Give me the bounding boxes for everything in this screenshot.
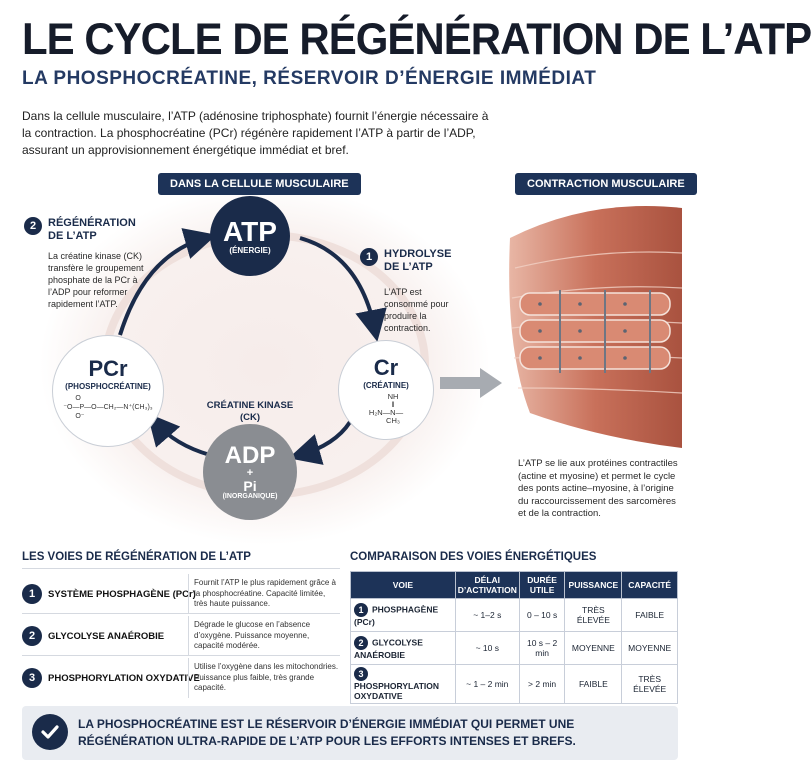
cell-label: DANS LA CELLULE MUSCULAIRE	[158, 173, 361, 195]
intro-paragraph: Dans la cellule musculaire, l’ATP (adénosine triphosphate) fournit l’énergie nécessaire à la contraction. La phosphocréatine (PCr) régénère rapidement l’ATP à partir de l’ADP, assurant un approvisionnement énergétique immédiat et bref.	[22, 109, 489, 157]
pathways-title: LES VOIES DE RÉGÉNÉRATION DE L’ATP	[22, 551, 251, 563]
pathway-row	[22, 616, 340, 656]
adp-subtitle: (INORGANIQUE)	[222, 493, 278, 500]
pcr-formula: O ⁻O—P—O—CH₂—N⁺(CH₃)₃ O⁻	[63, 394, 153, 420]
cr-subtitle: (CRÉATINE)	[363, 381, 409, 390]
table-row	[351, 665, 678, 704]
pathway-row	[22, 658, 340, 698]
cr-node	[338, 340, 434, 440]
muscle-label: CONTRACTION MUSCULAIRE	[515, 173, 697, 195]
row-number: 2	[354, 636, 368, 650]
pathway-number: 2	[22, 626, 42, 646]
pcr-title: PCr	[88, 355, 128, 381]
table-row	[351, 599, 678, 632]
atp-subtitle: (ÉNERGIE)	[229, 245, 271, 255]
step1-title: HYDROLYSE DE L’ATP	[384, 248, 452, 273]
pathway-name: SYSTÈME PHOSPHAGÈNE (PCr)	[48, 588, 196, 600]
cell-delay: ~ 1 – 2 min	[455, 665, 519, 704]
cell-power: MOYENNE	[565, 632, 622, 665]
row-number: 3	[354, 667, 368, 681]
table-row	[351, 632, 678, 665]
pathway-desc: Fournit l’ATP le plus rapidement grâce à la phosphocréatine. Capacité limitée, très haute puissance.	[188, 574, 340, 614]
conclusion-banner	[22, 706, 678, 760]
atp-node	[210, 196, 290, 276]
step1-badge: 1	[360, 248, 378, 266]
banner-text: LA PHOSPHOCRÉATINE EST LE RÉSERVOIR D’ÉNERGIE IMMÉDIAT QUI PERMET UNE RÉGÉNÉRATION ULTRA-RAPIDE DE L’ATP POUR LES EFFORTS INTENSES ET BREFS.	[78, 717, 576, 748]
adp-title: ADP	[224, 442, 276, 469]
main-title: LE CYCLE DE RÉGÉNÉRATION DE L’ATP	[22, 14, 811, 64]
cell-power: TRÈS ÉLEVÉE	[565, 599, 622, 632]
comparison-title: COMPARAISON DES VOIES ÉNERGÉTIQUES	[350, 551, 597, 563]
subtitle: LA PHOSPHOCRÉATINE, RÉSERVOIR D’ÉNERGIE IMMÉDIAT	[22, 68, 597, 89]
cell-capacity: TRÈS ÉLEVÉE	[622, 665, 678, 704]
cell-capacity: MOYENNE	[622, 632, 678, 665]
check-circle-icon	[32, 714, 68, 750]
adp-node	[203, 424, 297, 520]
step2-title: RÉGÉNÉRATION DE L’ATP	[48, 217, 136, 242]
adp-plus: +	[246, 467, 254, 479]
pathway-number: 1	[22, 584, 42, 604]
arrow-adp-to-pcr	[155, 422, 210, 455]
col-header: DÉLAI D’ACTIVATION	[455, 572, 519, 599]
step1-text: L’ATP est consommé pour produire la contraction.	[384, 287, 449, 333]
col-header: DURÉE UTILE	[519, 572, 565, 599]
row-name: GLYCOLYSE ANAÉROBIE	[354, 637, 423, 660]
cell-power: FAIBLE	[565, 665, 622, 704]
cell-delay: ~ 10 s	[455, 632, 519, 665]
muscle-text: L’ATP se lie aux protéines contractiles (actine et myosine) et permet le cycle des ponts actine–myosine, à l’origine du raccourcissement des sarcomères et de la contraction.	[518, 458, 678, 519]
pathway-desc: Dégrade le glucose en l’absence d’oxygène. Puissance moyenne, capacité modérée.	[188, 616, 340, 656]
col-header: VOIE	[351, 572, 456, 599]
row-name: PHOSPHAGÈNE (PCr)	[354, 604, 439, 627]
pathways-top-rule	[22, 568, 340, 569]
pcr-node	[52, 335, 164, 447]
to-muscle-arrow	[440, 368, 502, 398]
cell-capacity: FAIBLE	[622, 599, 678, 632]
pathway-name: GLYCOLYSE ANAÉROBIE	[48, 630, 165, 642]
enzyme-label: CRÉATINE KINASE (CK)	[206, 400, 294, 423]
step2-text: La créatine kinase (CK) transfère le groupement phosphate de la PCr à l’ADP pour reformer rapidement l’ATP.	[48, 251, 144, 309]
comparison-header-row	[351, 572, 678, 599]
col-header: PUISSANCE	[565, 572, 622, 599]
comparison-table	[350, 571, 678, 704]
cell-duration: 10 s – 2 min	[519, 632, 565, 665]
col-header: CAPACITÉ	[622, 572, 678, 599]
pathway-name: PHOSPHORYLATION OXYDATIVE	[48, 672, 200, 684]
cr-title: Cr	[373, 355, 399, 380]
pathway-row	[22, 574, 340, 614]
muscle-illustration	[500, 198, 682, 448]
atp-title: ATP	[223, 215, 277, 247]
row-name: PHOSPHORYLATION OXYDATIVE	[354, 681, 440, 701]
step2-badge: 2	[24, 217, 42, 235]
cr-formula: NH ‖ H₂N—N— CH₃	[368, 392, 404, 425]
pathway-number: 3	[22, 668, 42, 688]
pcr-subtitle: (PHOSPHOCRÉATINE)	[65, 381, 151, 391]
row-number: 1	[354, 603, 368, 617]
cell-duration: > 2 min	[519, 665, 565, 704]
pathway-desc: Utilise l’oxygène dans les mitochondries. Puissance plus faible, très grande capacité.	[188, 658, 340, 698]
arrow-cr-to-adp	[300, 422, 350, 455]
adp-pi: Pi	[243, 478, 257, 494]
cell-delay: ~ 1–2 s	[455, 599, 519, 632]
cell-duration: 0 – 10 s	[519, 599, 565, 632]
